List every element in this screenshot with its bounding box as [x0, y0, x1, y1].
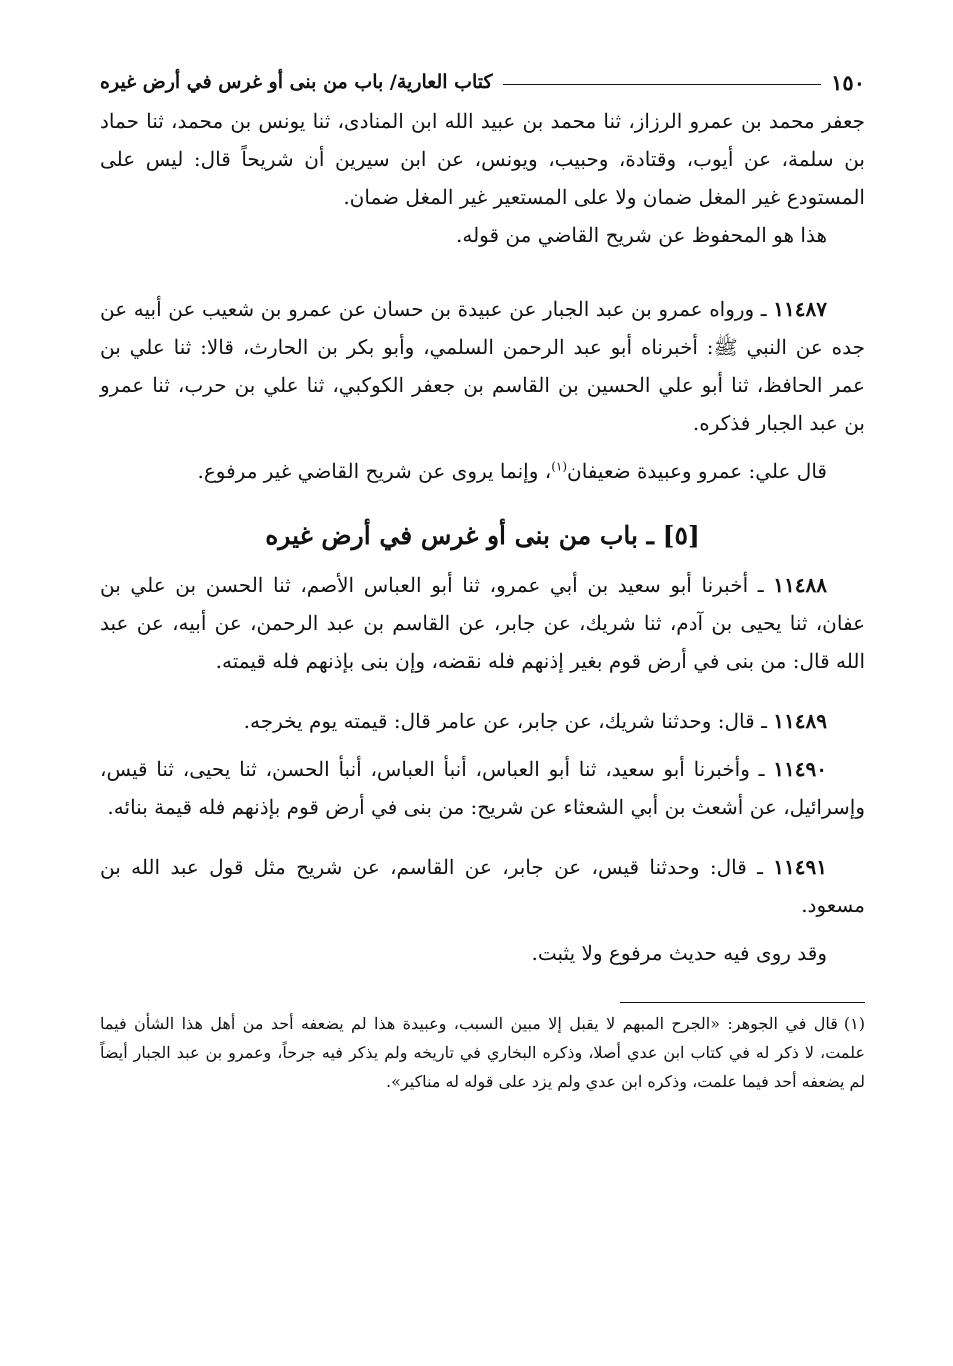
running-header — [100, 62, 865, 102]
hadith-text: ـ أخبرنا أبو سعيد بن أبي عمرو، ثنا أبو العباس الأصم، ثنا الحسن بن علي بن عفان، ثنا يحيى بن آدم، ثنا شريك، عن جابر، عن القاسم بن عبد الرحمن، عن أبيه، عن عبد الله قال: من بنى في أرض قوم بغير إذنهم فله نقضه، وإن بنى بإذنهم فله قيمته. — [100, 573, 865, 673]
hadith-number: ١١٤٩١ — [773, 855, 827, 879]
footnote-reference[interactable]: (١) — [551, 459, 568, 474]
footnote — [100, 1009, 865, 1096]
hadith-11488 — [100, 566, 865, 680]
grading-text-end: ، وإنما يروى عن شريح القاضي غير مرفوع. — [197, 459, 552, 483]
page-number: ١٥٠ — [831, 69, 865, 95]
header-rule — [503, 84, 822, 85]
hadith-text: ـ قال: وحدثنا شريك، عن جابر، عن عامر قال: قيمته يوم يخرجه. — [243, 709, 774, 733]
hadith-text: ـ وأخبرنا أبو سعيد، ثنا أبو العباس، أنبأ العباس، أنبأ الحسن، ثنا يحيى، ثنا قيس، وإسرائيل، عن أشعث بن أبي الشعثاء عن شريح: من بنى في أرض قوم بإذنهم فله قيمة بنائه. — [100, 757, 865, 819]
paragraph-grading — [100, 452, 865, 490]
paragraph-comment: هذا هو المحفوظ عن شريح القاضي من قوله. — [456, 223, 827, 247]
hadith-number: ١١٤٨٨ — [773, 573, 827, 597]
grading-text-start: قال علي: عمرو وعبيدة ضعيفان — [567, 459, 827, 483]
footnote-number: (١) — [843, 1014, 865, 1033]
hadith-text: ـ ورواه عمرو بن عبد الجبار عن عبيدة بن حسان عن عمرو بن شعيب عن أبيه عن جده عن النبي ﷺ: أخبرناه أبو عبد الرحمن السلمي، وأبو بكر بن الحارث، قالا: ثنا علي بن عمر الحافظ، ثنا أبو علي الحسين بن القاسم بن جعفر الكوكبي، ثنا علي بن حرب، ثنا عمرو بن عبد الجبار فذكره. — [100, 297, 865, 435]
running-title: كتاب العارية/ باب من بنى أو غرس في أرض غيره — [100, 71, 493, 93]
hadith-11490 — [100, 750, 865, 826]
hadith-11489 — [100, 702, 865, 740]
hadith-number: ١١٤٨٧ — [773, 297, 827, 321]
hadith-number: ١١٤٨٩ — [773, 709, 827, 733]
book-page — [100, 62, 865, 1336]
paragraph-continuation: جعفر محمد بن عمرو الرزاز، ثنا محمد بن عبيد الله ابن المنادى، ثنا يونس بن محمد، ثنا حماد بن سلمة، عن أيوب، وقتادة، وحبيب، ويونس، عن ابن سيرين أن شريحاً قال: ليس على المستودع غير المغل ضمان ولا على المستعير غير المغل ضمان. — [100, 109, 865, 209]
chapter-heading: [٥] ـ باب من بنى أو غرس في أرض غيره — [265, 521, 700, 550]
footnote-rule — [620, 1002, 865, 1003]
hadith-number: ١١٤٩٠ — [773, 757, 827, 781]
hadith-text: ـ قال: وحدثنا قيس، عن جابر، عن القاسم، عن شريح مثل قول عبد الله بن مسعود. — [100, 855, 865, 917]
footnote-text: قال في الجوهر: «الجرح المبهم لا يقبل إلا مبين السبب، وعبيدة هذا لم يضعفه أحد من أهل هذا الشأن فيما علمت، لا ذكر له في كتاب ابن عدي أصلا، وذكره البخاري في تاريخه ولم يذكر فيه جرحاً، وعمرو بن عبد الجبار أيضاً لم يضعفه أحد فيما علمت، وذكره ابن عدي ولم يزد على قوله له مناكير». — [100, 1014, 865, 1091]
paragraph-closing: وقد روى فيه حديث مرفوع ولا يثبت. — [531, 941, 827, 965]
hadith-11491 — [100, 848, 865, 924]
hadith-11487 — [100, 290, 865, 442]
